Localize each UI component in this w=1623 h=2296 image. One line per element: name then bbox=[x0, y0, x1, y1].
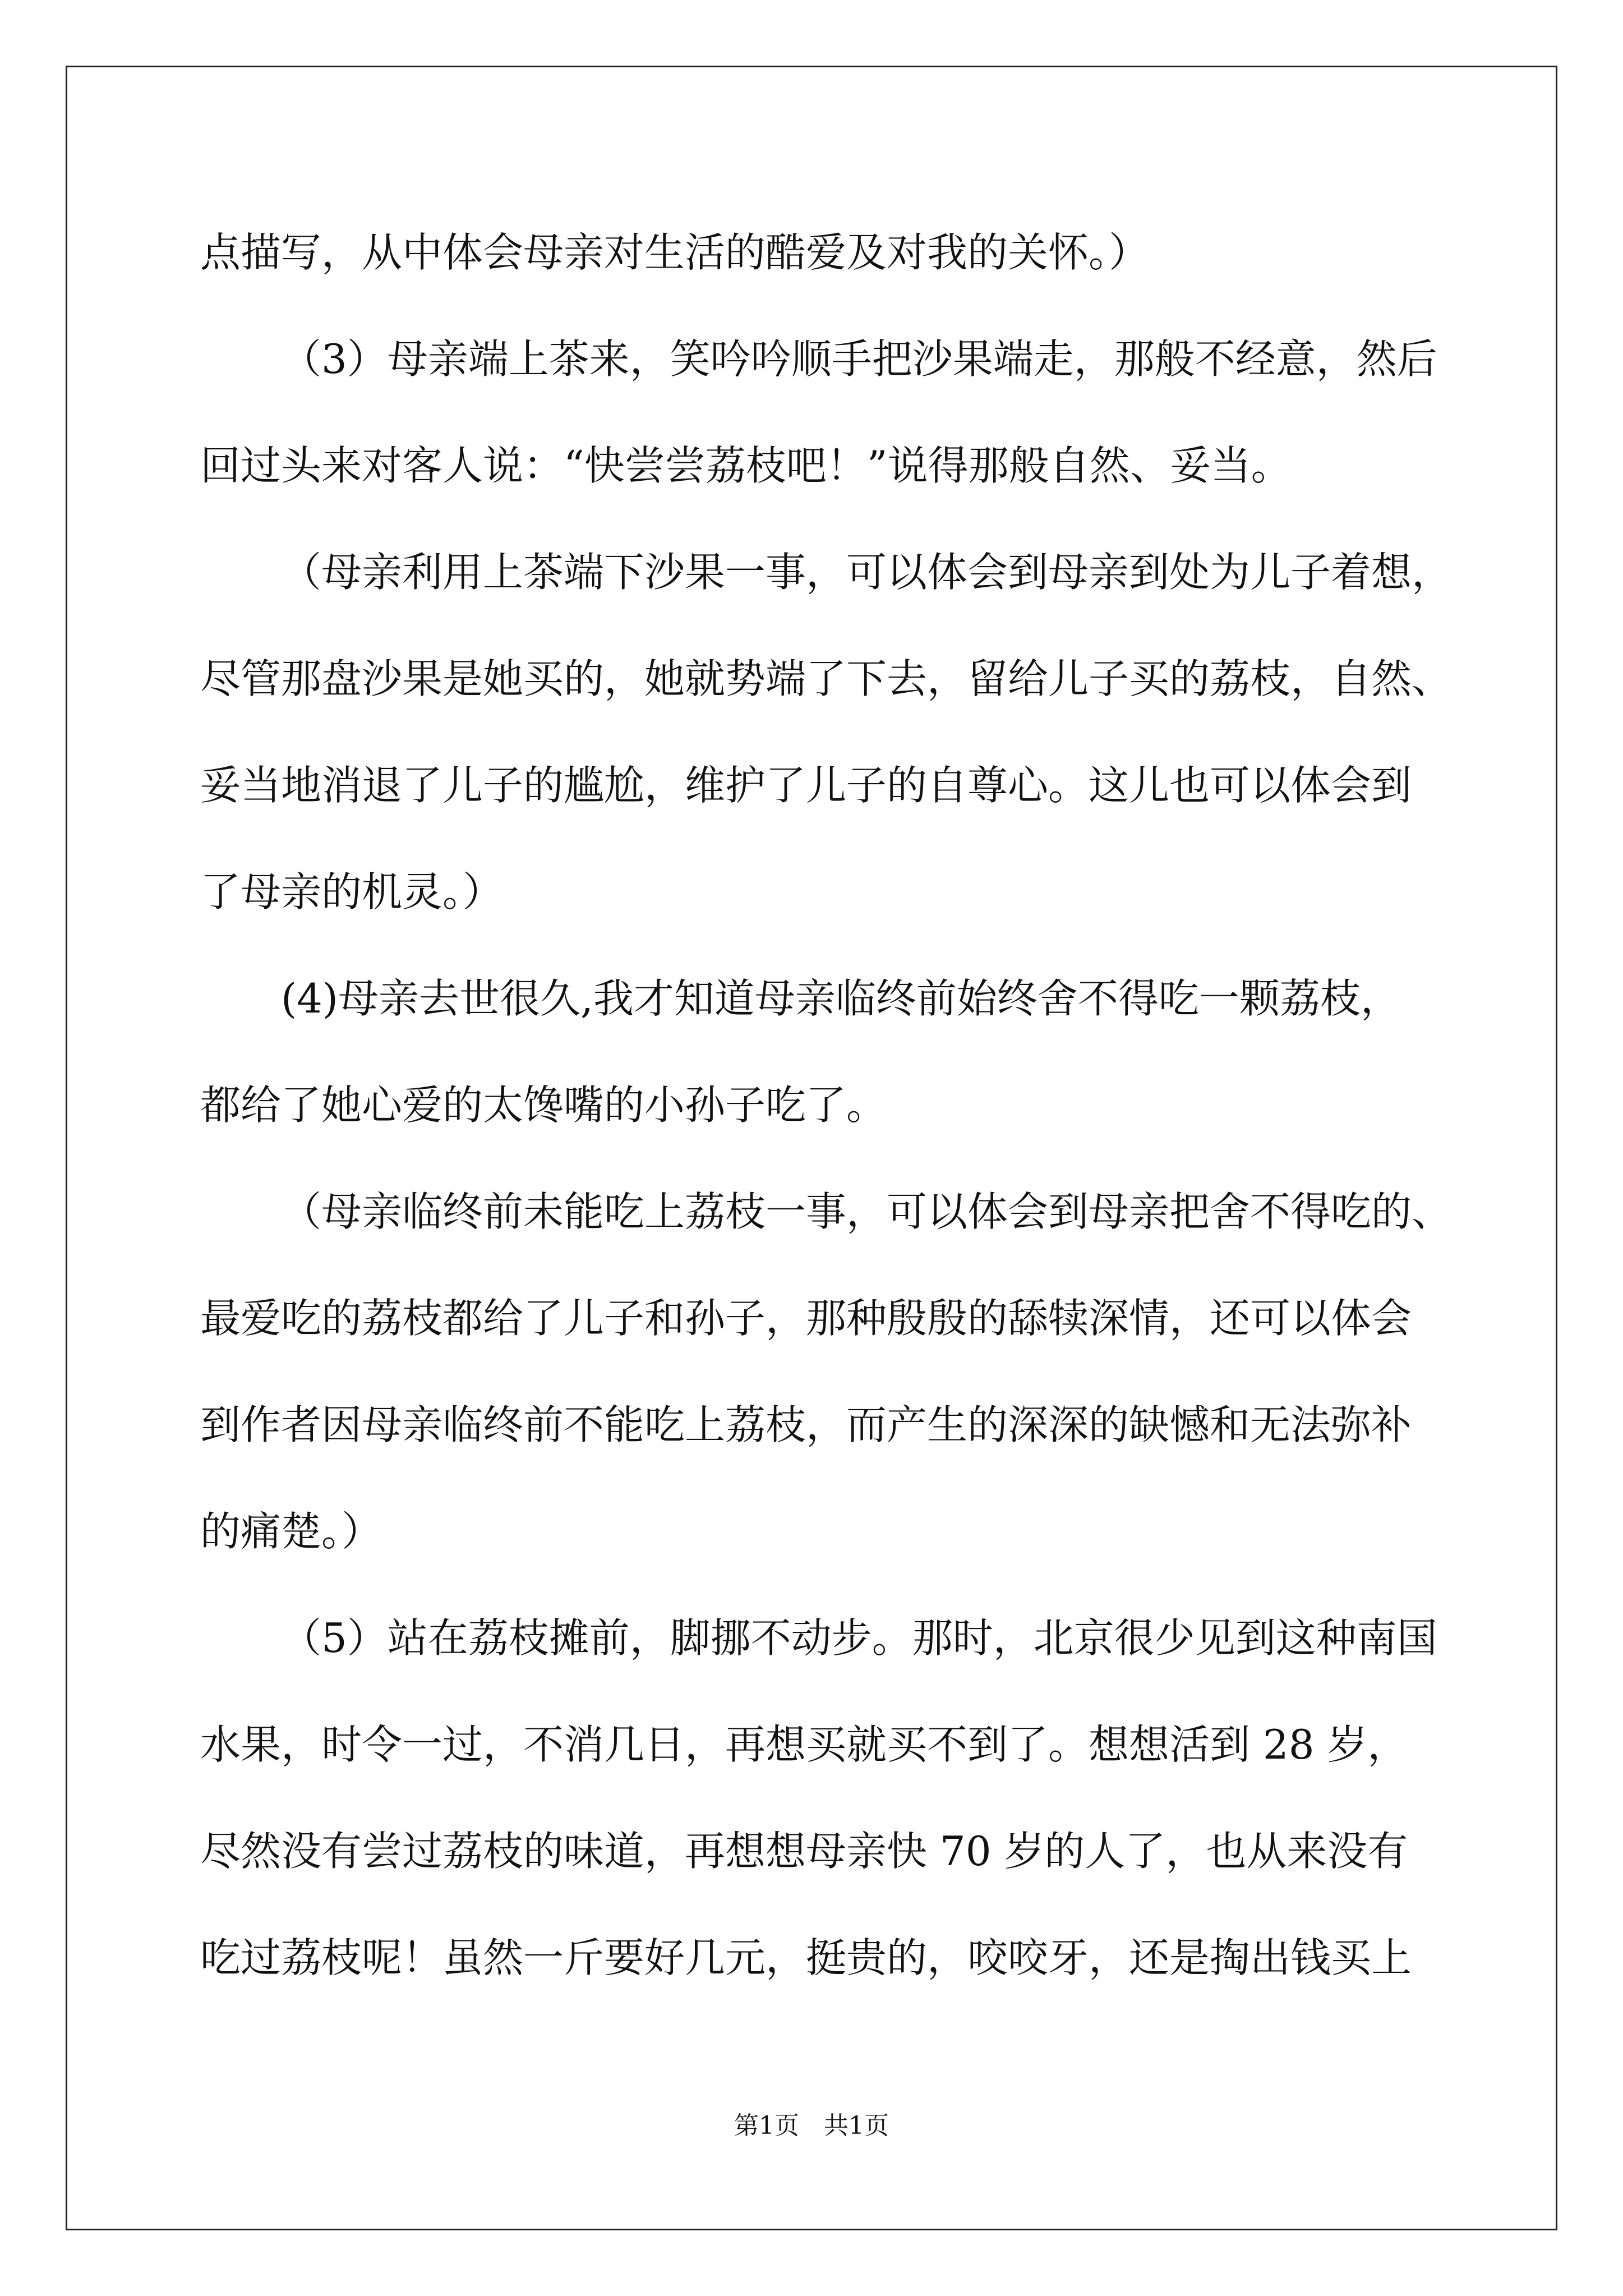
text-line: 吃过荔枝呢！虽然一斤要好几元，挺贵的，咬咬牙，还是掏出钱买上 bbox=[200, 1934, 1412, 1981]
page-footer: 第1页 共1页 bbox=[734, 2111, 889, 2140]
text-line: 到作者因母亲临终前不能吃上荔枝，而产生的深深的缺憾和无法弥补 bbox=[200, 1401, 1412, 1448]
text-line: 水果，时令一过，不消几日，再想买就买不到了。想想活到 28 岁， bbox=[200, 1721, 1408, 1768]
text-line: 回过头来对客人说：“快尝尝荔枝吧！”说得那般自然、妥当。 bbox=[200, 442, 1292, 489]
text-line: 尽管那盘沙果是她买的，她就势端了下去，留给儿子买的荔枝，自然、 bbox=[200, 655, 1453, 702]
text-line: (4)母亲去世很久,我才知道母亲临终前始终舍不得吃一颗荔枝， bbox=[281, 975, 1401, 1022]
text-line: 妥当地消退了儿子的尴尬，维护了儿子的自尊心。这儿也可以体会到 bbox=[200, 762, 1412, 809]
text-line: （5）站在荔枝摊前，脚挪不动步。那时，北京很少见到这种南国 bbox=[281, 1614, 1437, 1662]
text-line: 的痛楚。） bbox=[200, 1508, 382, 1555]
text-line: 都给了她心爱的太馋嘴的小孙子吃了。 bbox=[200, 1082, 887, 1129]
text-line: （3）母亲端上茶来，笑吟吟顺手把沙果端走，那般不经意，然后 bbox=[281, 335, 1437, 383]
text-line: 点描写，从中体会母亲对生活的酷爱及对我的关怀。） bbox=[200, 229, 1150, 276]
text-line: 尽然没有尝过荔枝的味道，再想想母亲快 70 岁的人了，也从来没有 bbox=[200, 1828, 1408, 1875]
text-line: （母亲利用上茶端下沙果一事，可以体会到母亲到处为儿子着想， bbox=[281, 549, 1453, 596]
text-line: 最爱吃的荔枝都给了儿子和孙子，那种殷殷的舔犊深情，还可以体会 bbox=[200, 1295, 1412, 1342]
text-line: （母亲临终前未能吃上荔枝一事，可以体会到母亲把舍不得吃的、 bbox=[281, 1188, 1453, 1235]
document-body bbox=[200, 199, 1453, 2011]
text-line: 了母亲的机灵。） bbox=[200, 868, 504, 915]
